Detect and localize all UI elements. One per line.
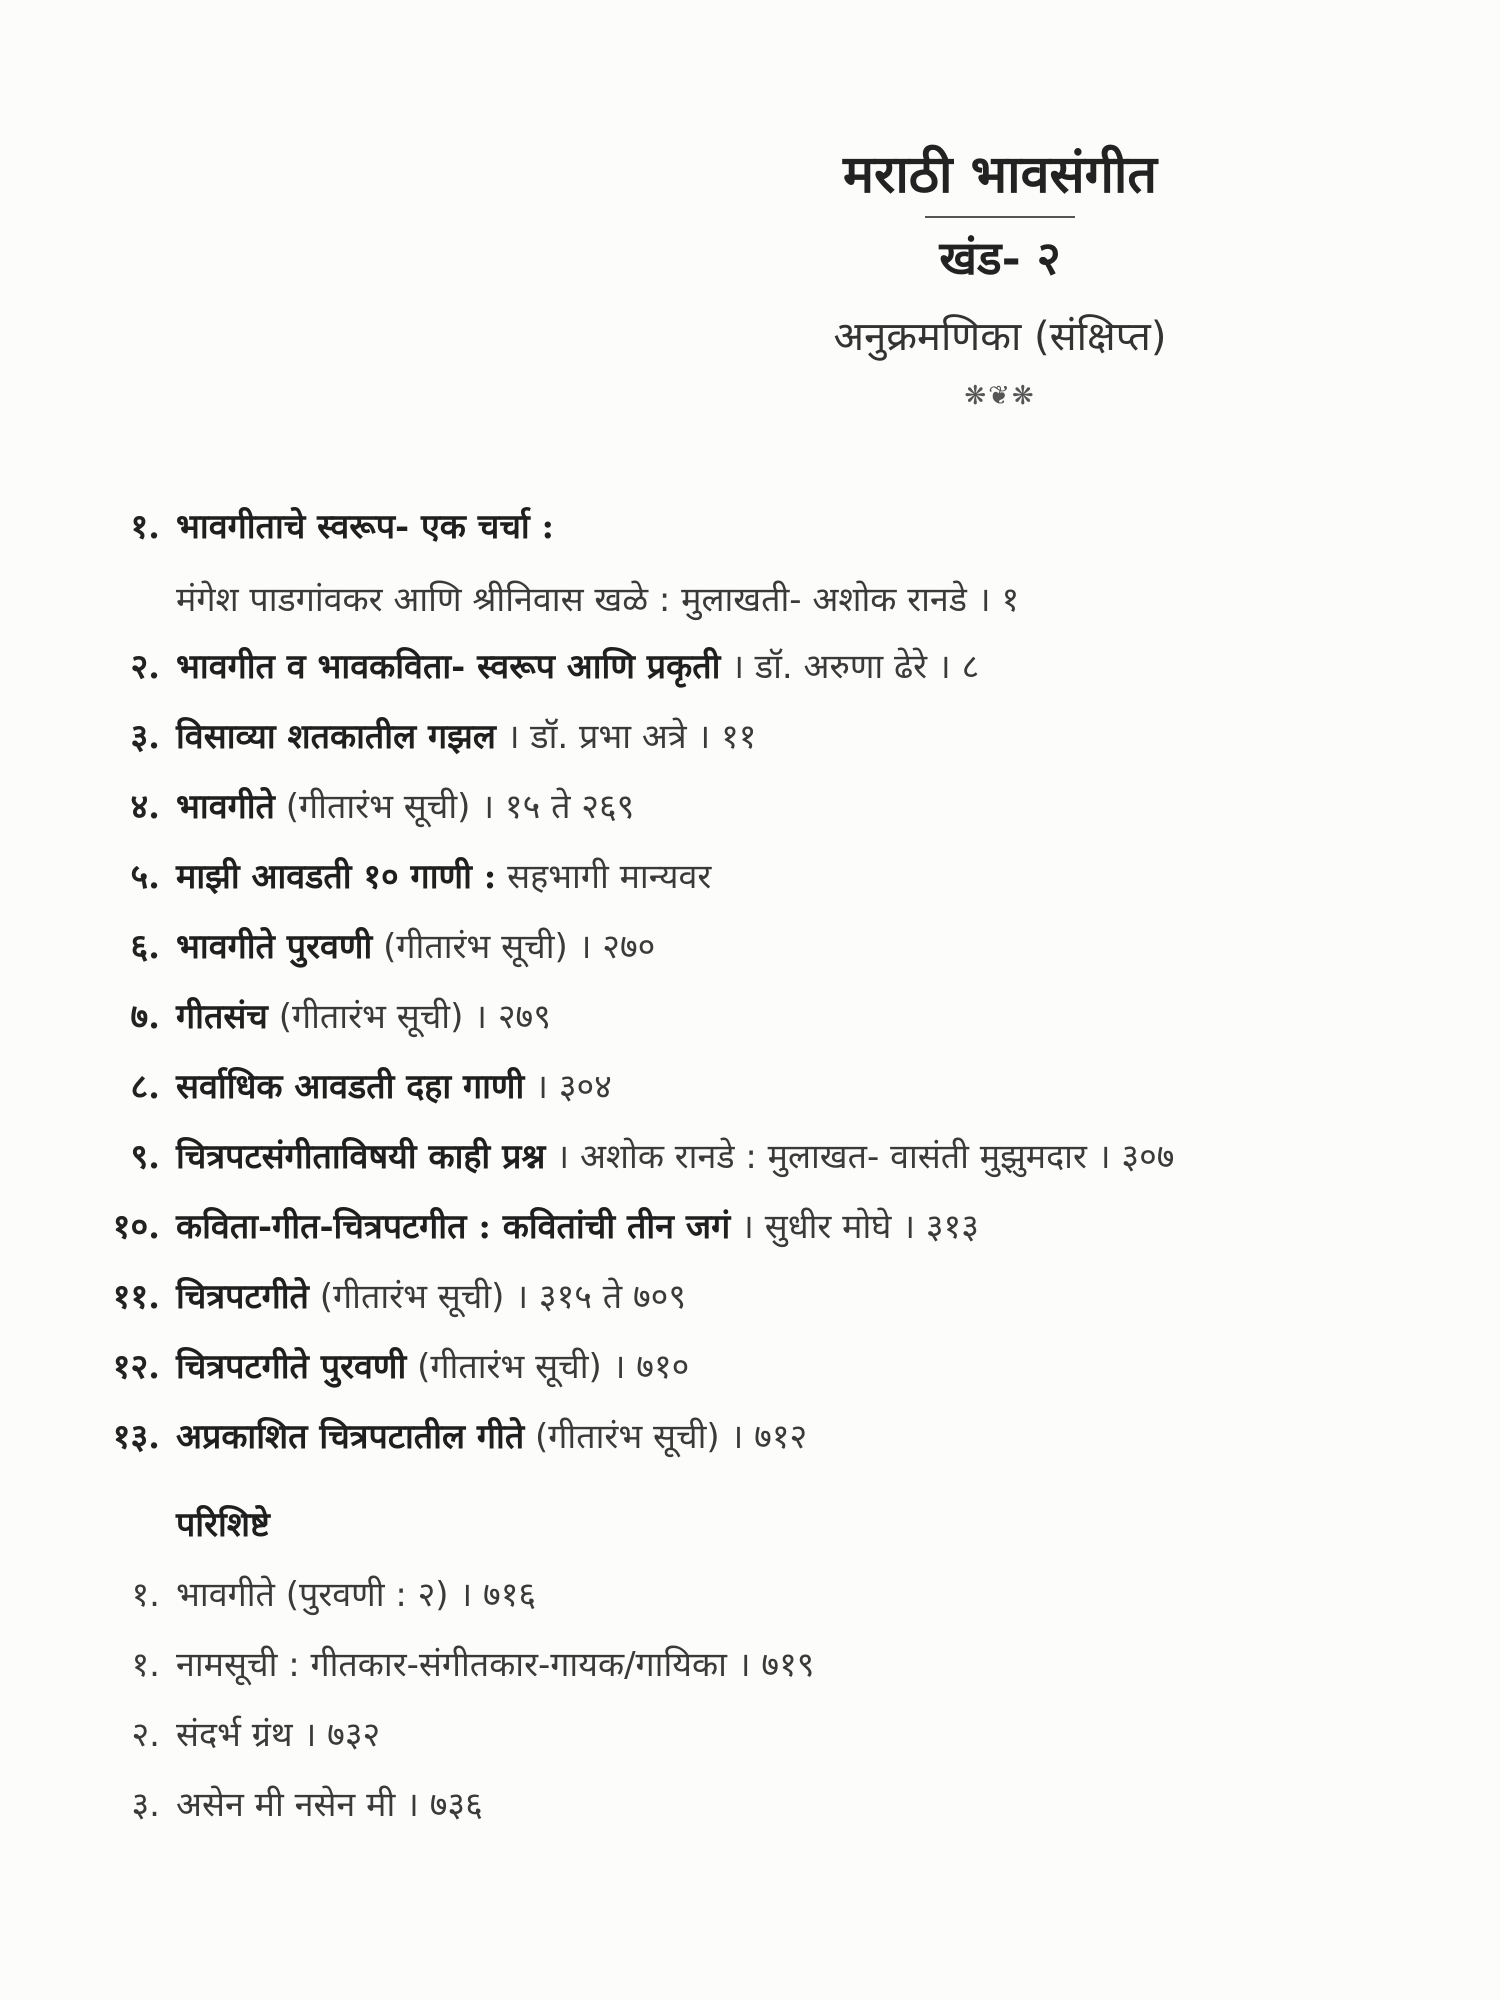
toc-number: ११. bbox=[112, 1277, 160, 1317]
toc-title: विसाव्या शतकातील गझल bbox=[176, 717, 496, 757]
appendix-number: १. bbox=[131, 1575, 160, 1615]
toc-detail: (गीतारंभ सूची) । २७९ bbox=[267, 997, 551, 1037]
toc-detail: । डॉ. अरुणा ढेरे । ८ bbox=[720, 647, 980, 687]
toc-title: माझी आवडती १० गाणी : bbox=[176, 857, 497, 897]
appendix-item bbox=[60, 1630, 1480, 1700]
toc-entry-3 bbox=[60, 702, 1480, 772]
toc-text bbox=[176, 1192, 979, 1262]
appendix-item bbox=[60, 1770, 1480, 1840]
toc-number: ९. bbox=[130, 1137, 160, 1177]
toc-entry-6 bbox=[60, 912, 1480, 982]
toc-title: गीतसंच bbox=[176, 997, 268, 1037]
toc-detail: (गीतारंभ सूची) । २७० bbox=[372, 927, 656, 967]
toc-text bbox=[176, 702, 756, 772]
toc-title: चित्रपटगीते पुरवणी bbox=[176, 1347, 407, 1387]
appendix-item bbox=[60, 1700, 1480, 1770]
toc-text bbox=[176, 1122, 1174, 1192]
volume-label: खंड- २ bbox=[939, 231, 1061, 285]
toc-text bbox=[176, 1262, 686, 1332]
toc-title: सर्वाधिक आवडती दहा गाणी bbox=[176, 1067, 525, 1107]
toc-entry-8 bbox=[60, 1052, 1480, 1122]
toc-title: भावगीते पुरवणी bbox=[176, 927, 373, 967]
toc-title: चित्रपटगीते bbox=[176, 1277, 309, 1317]
appendix-item bbox=[60, 1560, 1480, 1630]
toc-detail: (गीतारंभ सूची) । ७१२ bbox=[524, 1417, 808, 1457]
toc-text bbox=[176, 982, 551, 1052]
appendix-text: नामसूची : गीतकार-संगीतकार-गायक/गायिका । ७१९ bbox=[176, 1645, 815, 1685]
title-underline bbox=[925, 216, 1075, 218]
toc-entry-5 bbox=[60, 842, 1480, 912]
appendix-number: ३. bbox=[131, 1785, 160, 1825]
toc-entry-1-subline: मंगेश पाडगांवकर आणि श्रीनिवास खळे : मुलाखती- अशोक रानडे । १ bbox=[176, 580, 1020, 620]
toc-number: ४. bbox=[130, 787, 160, 827]
toc-detail: । सुधीर मोघे । ३१३ bbox=[730, 1207, 979, 1247]
toc-title: चित्रपटसंगीताविषयी काही प्रश्न bbox=[176, 1137, 546, 1177]
toc-text bbox=[176, 1332, 689, 1402]
toc-entry-2 bbox=[60, 632, 1480, 702]
appendix-number: २. bbox=[131, 1715, 160, 1755]
toc-number: ६. bbox=[130, 927, 160, 967]
toc-entry-11 bbox=[60, 1262, 1480, 1332]
appendix-text: असेन मी नसेन मी । ७३६ bbox=[176, 1785, 483, 1825]
toc-title: कविता-गीत-चित्रपटगीत : कवितांची तीन जगं bbox=[176, 1207, 731, 1247]
toc-title: भावगीताचे स्वरूप- एक चर्चा : bbox=[176, 507, 555, 547]
ornament-icon: ❋❦❋ bbox=[964, 381, 1036, 411]
appendix-text: भावगीते (पुरवणी : २) । ७१६ bbox=[176, 1575, 537, 1615]
appendix-list bbox=[60, 1560, 1480, 1840]
toc-text bbox=[176, 1402, 807, 1472]
contents-subtitle: अनुक्रमणिका (संक्षिप्त) bbox=[833, 314, 1167, 360]
book-title: मराठी भावसंगीत bbox=[842, 144, 1158, 205]
toc-detail: । अशोक रानडे : मुलाखत- वासंती मुझुमदार । ३०७ bbox=[545, 1137, 1175, 1177]
toc-text bbox=[176, 772, 634, 842]
toc-number: २. bbox=[130, 647, 160, 687]
toc-detail: सहभागी मान्यवर bbox=[496, 857, 712, 897]
toc-title: भावगीत व भावकविता- स्वरूप आणि प्रकृती bbox=[176, 647, 721, 687]
toc-detail: । ३०४ bbox=[524, 1067, 612, 1107]
toc-entry-4 bbox=[60, 772, 1480, 842]
toc-title: भावगीते bbox=[176, 787, 275, 827]
toc-number: ७. bbox=[130, 997, 160, 1037]
table-of-contents bbox=[60, 492, 1480, 1472]
toc-detail: (गीतारंभ सूची) । १५ ते २६९ bbox=[274, 787, 635, 827]
header bbox=[790, 140, 1210, 416]
toc-detail: । डॉ. प्रभा अत्रे । ११ bbox=[495, 717, 757, 757]
appendix-heading: परिशिष्टे bbox=[176, 1505, 270, 1545]
toc-number: १०. bbox=[112, 1207, 160, 1247]
toc-text bbox=[176, 912, 655, 982]
toc-number: ५. bbox=[130, 857, 160, 897]
toc-number: ३. bbox=[130, 717, 160, 757]
appendix-text: संदर्भ ग्रंथ । ७३२ bbox=[176, 1715, 381, 1755]
toc-text bbox=[176, 842, 711, 912]
toc-detail: (गीतारंभ सूची) । ३१५ ते ७०९ bbox=[308, 1277, 686, 1317]
toc-title: अप्रकाशित चित्रपटातील गीते bbox=[176, 1417, 525, 1457]
toc-entry-10 bbox=[60, 1192, 1480, 1262]
toc-number: १२. bbox=[112, 1347, 160, 1387]
toc-entry-7 bbox=[60, 982, 1480, 1052]
toc-text bbox=[176, 492, 554, 562]
toc-entry-13 bbox=[60, 1402, 1480, 1472]
appendix-number: १. bbox=[131, 1645, 160, 1685]
toc-number: १३. bbox=[112, 1417, 160, 1457]
toc-entry-12 bbox=[60, 1332, 1480, 1402]
toc-number: १. bbox=[130, 507, 160, 547]
toc-entry-9 bbox=[60, 1122, 1480, 1192]
toc-text bbox=[176, 632, 979, 702]
toc-detail: (गीतारंभ सूची) । ७१० bbox=[406, 1347, 690, 1387]
toc-entry-1 bbox=[60, 492, 1480, 562]
toc-number: ८. bbox=[130, 1067, 160, 1107]
toc-text bbox=[176, 1052, 612, 1122]
